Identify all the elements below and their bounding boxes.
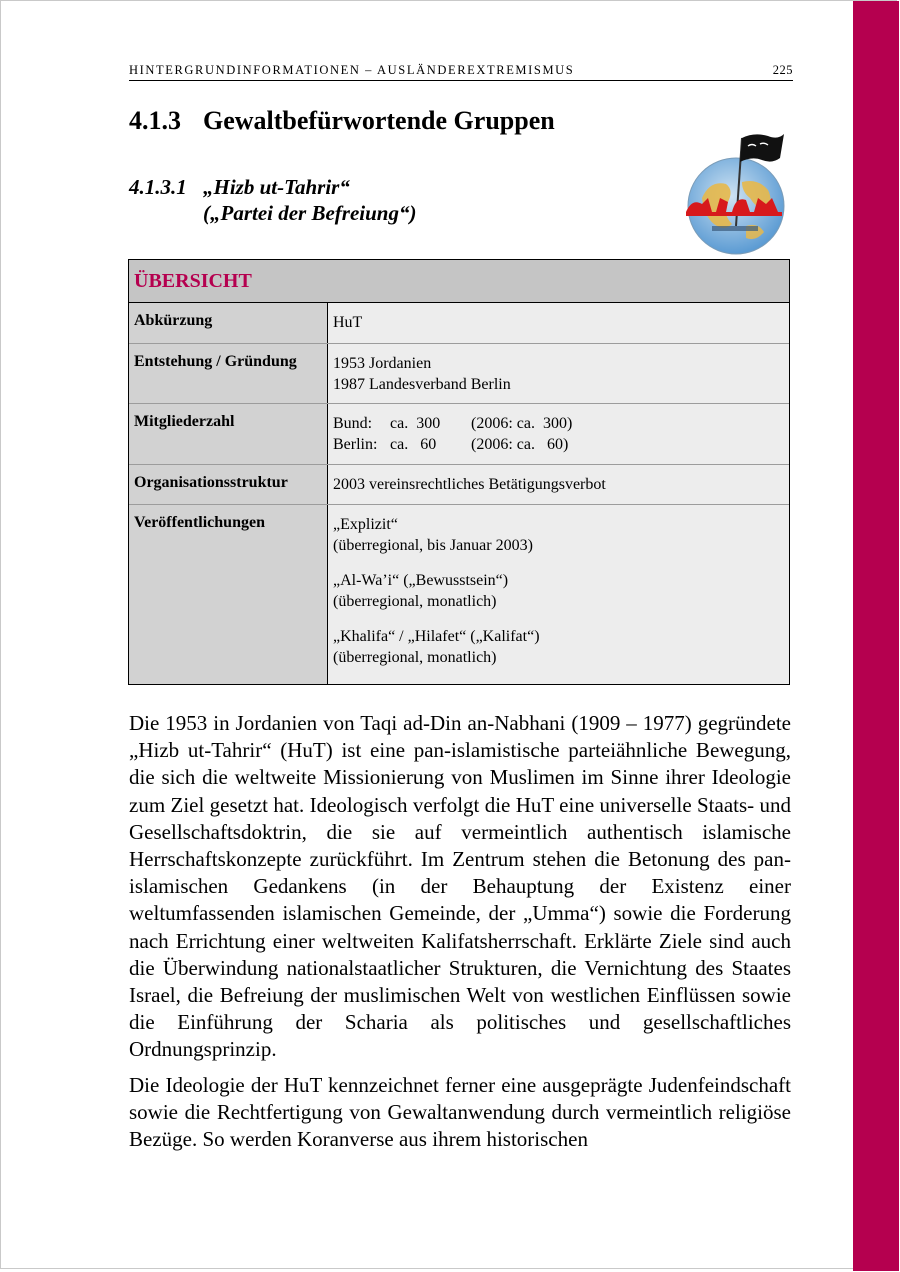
row-founding xyxy=(129,343,789,404)
members-bund-value: ca. 300 xyxy=(390,415,441,432)
body-paragraph-1: Die 1953 in Jordanien von Taqi ad-Din an-Nabhani (1909 – 1977) gegründete „Hizb ut-Tahrir“ (HuT) ist eine pan-islamistische parteiähnliche Bewegung, die sich die weltweite Missionierung von Muslimen im Sinne ihrer Ideologie zum Ziel gesetzt hat. Ideologisch verfolgt die HuT eine universelle Staats- und Gesellschaftsdoktrin, die sie auf vermeintlich authentisch islamische Herrschaftskonzepte zurückführt. Im Zentrum stehen die Betonung des pan-islamischen Gedankens (in der Behauptung der Existenz einer weltumfassenden islamischen Gemeinde, der „Umma“) sowie die Forderung nach Errichtung einer weltweiten Kalifatsherrschaft. Erklärte Ziele sind auch die Überwindung nationalstaatlicher Strukturen, die Vernichtung des Staates Israel, die Befreiung der muslimischen Welt von westlichen Einflüssen sowie die Einführung der Scharia als politisches und gesellschaftliches Ordnungsprinzip. xyxy=(129,711,791,1062)
row-label: Abkürzung xyxy=(134,312,213,329)
row-label: Veröffentlichungen xyxy=(134,514,265,531)
founding-line2: 1987 Landesverband Berlin xyxy=(333,376,511,393)
publication-title: „Khalifa“ / „Hilafet“ („Kalifat“) xyxy=(333,628,540,645)
publication-note: (überregional, monatlich) xyxy=(333,593,497,610)
members-berlin-prev: (2006: ca. 60) xyxy=(471,436,569,453)
section-heading xyxy=(129,106,555,136)
publication-item xyxy=(333,626,540,668)
publication-note: (überregional, bis Januar 2003) xyxy=(333,537,533,554)
members-bund-prev: (2006: ca. 300) xyxy=(471,415,573,432)
subsection-title-line2: („Partei der Befreiung“) xyxy=(203,201,417,225)
page-number: 225 xyxy=(772,63,793,77)
publication-item xyxy=(333,514,540,556)
row-value: 2003 vereinsrechtliches Betätigungsverbot xyxy=(333,476,606,493)
hizb-ut-tahrir-logo-icon xyxy=(676,128,796,256)
row-publications xyxy=(129,504,789,685)
row-members xyxy=(129,403,789,465)
row-value xyxy=(333,514,540,682)
running-head xyxy=(129,62,793,81)
publication-title: „Explizit“ xyxy=(333,516,398,533)
publication-title: „Al-Wa’i“ („Bewusstsein“) xyxy=(333,572,509,589)
section-number: 4.1.3 xyxy=(129,106,181,135)
row-value xyxy=(333,413,572,455)
magenta-side-bar xyxy=(853,1,899,1271)
overview-table xyxy=(128,259,790,685)
row-value: HuT xyxy=(333,314,363,331)
subsection-number: 4.1.3.1 xyxy=(129,175,187,199)
row-value xyxy=(333,353,511,395)
section-title: Gewaltbefürwortende Gruppen xyxy=(203,106,555,135)
row-label: Entstehung / Gründung xyxy=(134,353,297,370)
founding-line1: 1953 Jordanien xyxy=(333,355,432,372)
body-paragraph-2: Die Ideologie der HuT kennzeichnet ferner eine ausgeprägte Judenfeindschaft sowie die Rechtfertigung von Gewaltanwendung durch vermeintlich religiöse Bezüge. So werden Koranverse aus ihrem historischen xyxy=(129,1072,791,1152)
running-head-title: HINTERGRUNDINFORMATIONEN – AUSLÄNDEREXTREMISMUS xyxy=(129,63,575,77)
overview-title: ÜBERSICHT xyxy=(134,270,252,292)
row-abbreviation xyxy=(129,303,789,343)
members-berlin-label: Berlin: xyxy=(333,436,378,453)
body-text xyxy=(129,710,791,1161)
row-label: Organisationsstruktur xyxy=(134,474,288,491)
row-label: Mitgliederzahl xyxy=(134,413,235,430)
members-berlin-value: ca. 60 xyxy=(390,436,437,453)
members-bund-label: Bund: xyxy=(333,415,373,432)
publication-note: (überregional, monatlich) xyxy=(333,649,497,666)
subsection-title-line1: „Hizb ut-Tahrir“ xyxy=(203,175,350,199)
subsection-heading xyxy=(129,174,416,226)
members-table xyxy=(333,413,572,455)
row-structure xyxy=(129,464,789,505)
publication-item xyxy=(333,570,540,612)
overview-header xyxy=(129,260,789,303)
